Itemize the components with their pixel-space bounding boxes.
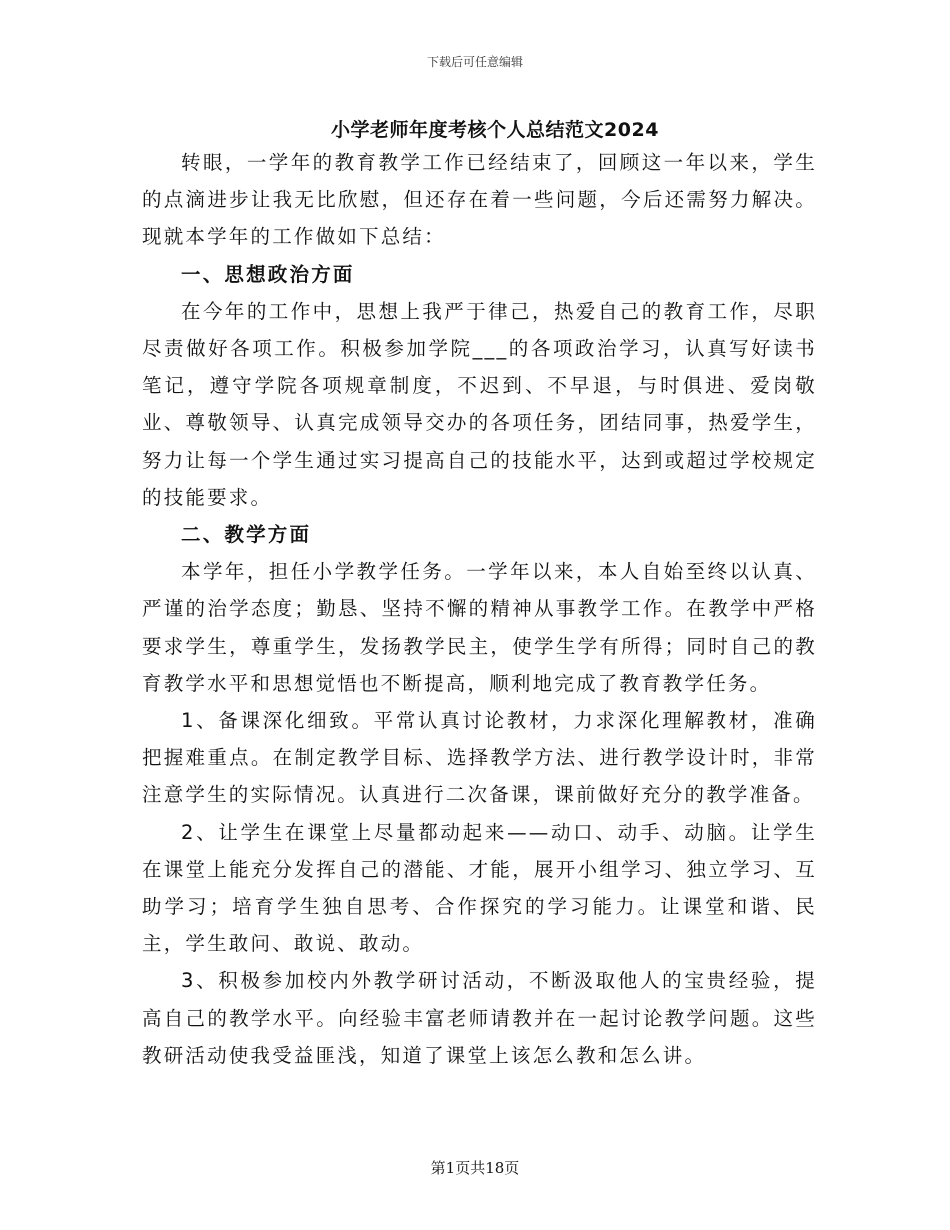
paragraph-intro: 转眼，一学年的教育教学工作已经结束了，回顾这一年以来，学生的点滴进步让我无比欣慰，但还存在着一些问题，今后还需努力解决。现就本学年的工作做如下总结： <box>142 151 817 249</box>
section-heading-politics: 一、思想政治方面 <box>181 262 355 286</box>
paragraph-item-3: 3、积极参加校内外教学研讨活动，不断汲取他人的宝贵经验，提高自己的教学水平。向经验丰富老师请教并在一起讨论教学问题。这些教研活动使我受益匪浅，知道了课堂上该怎么教和怎么讲。 <box>142 969 817 1067</box>
section-heading-teaching: 二、教学方面 <box>181 523 312 547</box>
header-note: 下载后可任意编辑 <box>426 55 523 69</box>
page-number-footer: 第1页共18页 <box>430 1159 520 1177</box>
paragraph-teaching: 本学年，担任小学教学任务。一学年以来，本人自始至终以认真、严谨的治学态度；勤恳、坚持不懈的精神从事教学工作。在教学中严格要求学生，尊重学生，发扬教学民主，使学生学有所得；同时自己的教育教学水平和思想觉悟也不断提高，顺利地完成了教育教学任务。 <box>142 560 817 695</box>
paragraph-item-1: 1、备课深化细致。平常认真讨论教材，力求深化理解教材，准确把握难重点。在制定教学目标、选择教学方法、进行教学设计时，非常注意学生的实际情况。认真进行二次备课，课前做好充分的教学准备。 <box>142 709 817 807</box>
paragraph-politics: 在今年的工作中，思想上我严于律己，热爱自己的教育工作，尽职尽责做好各项工作。积极参加学院___的各项政治学习，认真写好读书笔记，遵守学院各项规章制度，不迟到、不早退，与时俱进、爱岗敬业、尊敬领导、认真完成领导交办的各项任务，团结同事，热爱学生，努力让每一个学生通过实习提高自己的技能水平，达到或超过学校规定的技能要求。 <box>142 299 817 509</box>
document-title: 小学老师年度考核个人总结范文2024 <box>331 119 659 141</box>
paragraph-item-2: 2、让学生在课堂上尽量都动起来——动口、动手、动脑。让学生在课堂上能充分发挥自己的潜能、才能，展开小组学习、独立学习、互助学习；培育学生独自思考、合作探究的学习能力。让课堂和谐、民主，学生敢问、敢说、敢动。 <box>142 820 817 956</box>
document-body <box>142 144 817 1074</box>
